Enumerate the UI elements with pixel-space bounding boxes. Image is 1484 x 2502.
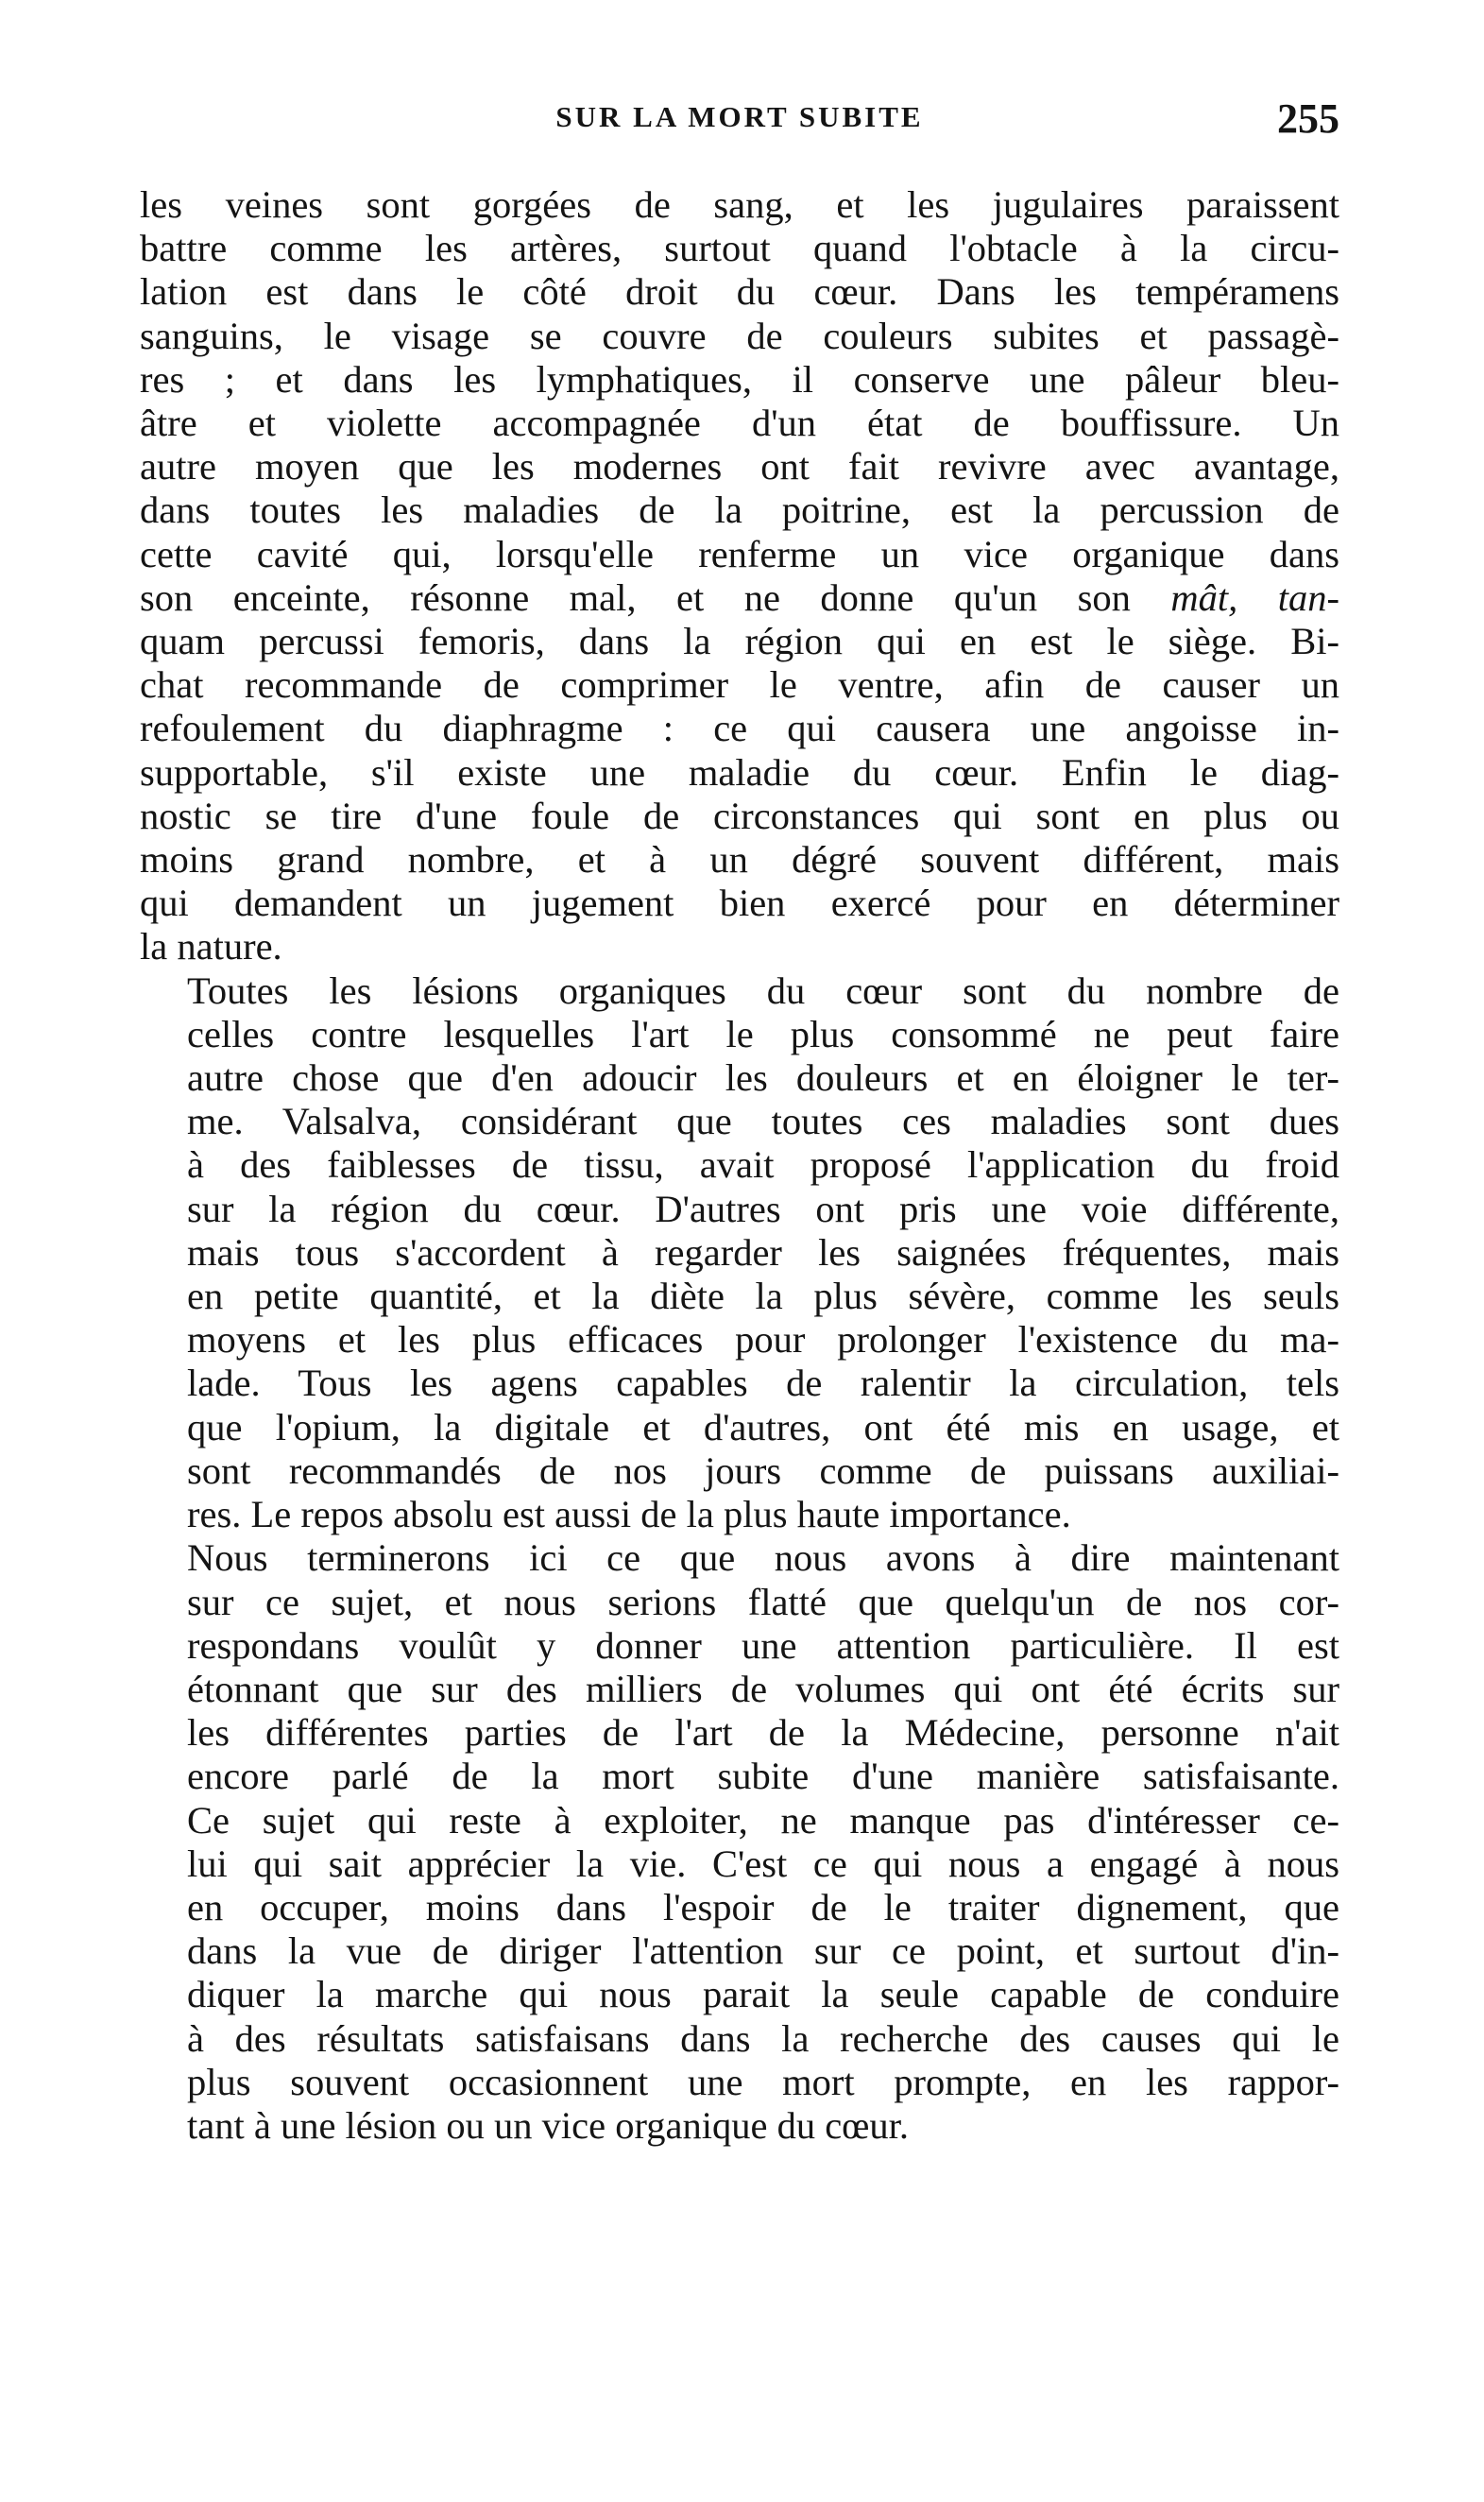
page-number: 255	[1277, 95, 1339, 142]
text-line: âtre et violette accompagnée d'un état de bouffissure. Un	[140, 402, 1339, 445]
text-line: supportable, s'il existe une maladie du cœur. Enfin le diag-	[140, 750, 1339, 794]
text-line: lation est dans le côté droit du cœur. Dans les tempéramens	[140, 270, 1339, 314]
text-line: à des faiblesses de tissu, avait proposé l'application du froid	[187, 1143, 1339, 1187]
text-line: sur la région du cœur. D'autres ont pris une voie différente,	[187, 1187, 1339, 1230]
text-line: que l'opium, la digitale et d'autres, ont été mis en usage, et	[187, 1405, 1339, 1448]
running-title: SUR LA MORT SUBITE	[555, 100, 924, 133]
text-line: chat recommande de comprimer le ventre, afin de causer un	[140, 663, 1339, 707]
text-line: lui qui sait apprécier la vie. C'est ce qui nous a engagé à nous	[187, 1842, 1339, 1885]
text-line: tant à une lésion ou un vice organique du cœur.	[187, 2103, 910, 2147]
text-fragment: son enceinte, résonne mal, et ne donne qu'un son	[140, 575, 1131, 619]
text-line: encore parlé de la mort subite d'une manière satisfaisante.	[187, 1755, 1339, 1798]
text-line: dans la vue de diriger l'attention sur ce point, et surtout d'in-	[187, 1929, 1339, 1973]
text-line: dans toutes les maladies de la poitrine, est la percussion de	[140, 488, 1339, 532]
text-line: les veines sont gorgées de sang, et les jugulaires paraissent	[140, 183, 1339, 226]
text-line: qui demandent un jugement bien exercé pour en déterminer	[140, 882, 1339, 925]
text-line: refoulement du diaphragme : ce qui causera une angoisse in-	[140, 707, 1339, 750]
text-line: sanguins, le visage se couvre de couleurs subites et passagè-	[140, 314, 1339, 357]
text-line: moyens et les plus efficaces pour prolonger l'existence du ma-	[187, 1318, 1339, 1362]
text-line: en occuper, moins dans l'espoir de le traiter dignement, que	[187, 1885, 1339, 1928]
text-line: me. Valsalva, considérant que toutes ces maladies sont dues	[187, 1100, 1339, 1143]
text-line-with-italic	[140, 576, 1339, 620]
text-line: quam percussi femoris, dans la région qui en est le siège. Bi-	[140, 620, 1339, 663]
text-line: la nature.	[140, 925, 282, 968]
text-line: Nous terminerons ici ce que nous avons à dire maintenant	[187, 1536, 1339, 1580]
text-line: res ; et dans les lymphatiques, il conserve une pâleur bleu-	[140, 357, 1339, 401]
text-line: respondans voulût y donner une attention particulière. Il est	[187, 1623, 1339, 1667]
text-line: autre chose que d'en adoucir les douleurs et en éloigner le ter-	[187, 1056, 1339, 1100]
text-line: cette cavité qui, lorsqu'elle renferme un vice organique dans	[140, 532, 1339, 575]
book-page	[140, 95, 1339, 2148]
text-line: nostic se tire d'une foule de circonstances qui sont en plus ou	[140, 794, 1339, 837]
body-text	[140, 183, 1339, 2148]
text-line: plus souvent occasionnent une mort prompte, en les rappor-	[187, 2060, 1339, 2103]
text-line: sont recommandés de nos jours comme de puissans auxiliai-	[187, 1448, 1339, 1492]
italic-fragment: mât, tan-	[1170, 575, 1339, 619]
text-line: lade. Tous les agens capables de ralentir la circulation, tels	[187, 1362, 1339, 1405]
text-line: sur ce sujet, et nous serions flatté que quelqu'un de nos cor-	[187, 1580, 1339, 1623]
text-line: Ce sujet qui reste à exploiter, ne manque pas d'intéresser ce-	[187, 1798, 1339, 1842]
text-line: étonnant que sur des milliers de volumes qui ont été écrits sur	[187, 1667, 1339, 1710]
running-head	[140, 95, 1339, 157]
text-line: autre moyen que les modernes ont fait revivre avec avantage,	[140, 445, 1339, 488]
text-line: moins grand nombre, et à un dégré souvent différent, mais	[140, 838, 1339, 882]
paragraph-3	[140, 1536, 1339, 2148]
text-line: les différentes parties de l'art de la Médecine, personne n'ait	[187, 1711, 1339, 1755]
paragraph-2	[140, 969, 1339, 1537]
text-line: diquer la marche qui nous parait la seule capable de conduire	[187, 1973, 1339, 2016]
text-line: mais tous s'accordent à regarder les saignées fréquentes, mais	[187, 1230, 1339, 1274]
text-line: à des résultats satisfaisans dans la recherche des causes qui le	[187, 2016, 1339, 2060]
text-line: Toutes les lésions organiques du cœur sont du nombre de	[187, 968, 1339, 1012]
paragraph-1	[140, 183, 1339, 969]
text-line: battre comme les artères, surtout quand l'obtacle à la circu-	[140, 227, 1339, 270]
text-line: en petite quantité, et la diète la plus sévère, comme les seuls	[187, 1275, 1339, 1318]
text-line: celles contre lesquelles l'art le plus consommé ne peut faire	[187, 1012, 1339, 1055]
text-line: res. Le repos absolu est aussi de la plus haute importance.	[187, 1493, 1071, 1536]
